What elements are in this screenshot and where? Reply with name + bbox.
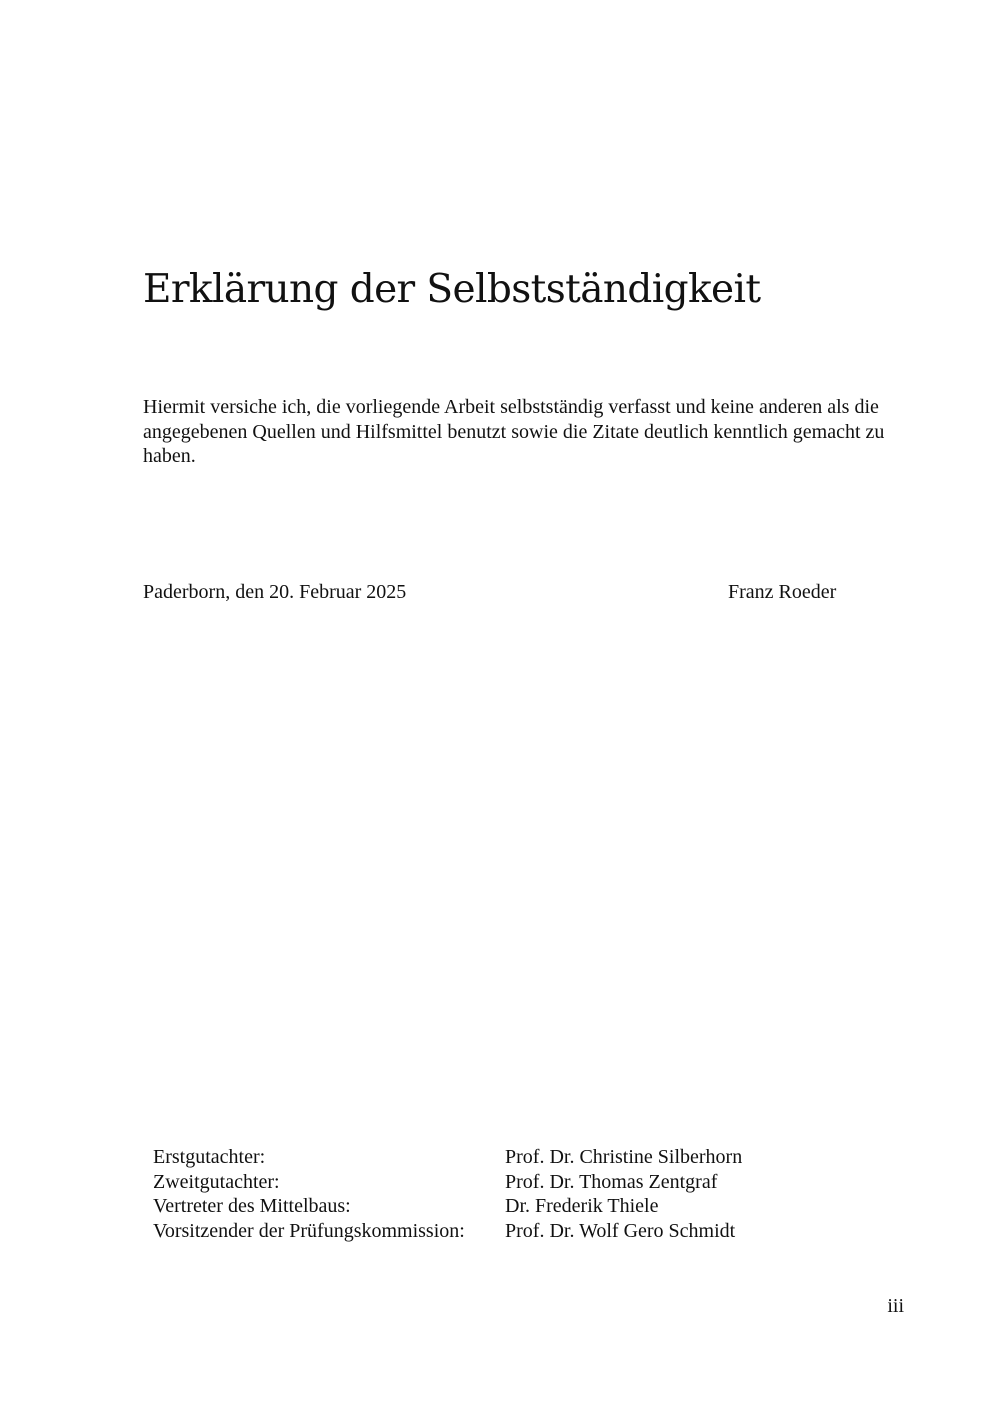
author-name: Franz Roeder bbox=[728, 581, 837, 603]
committee-member-name: Prof. Dr. Wolf Gero Schmidt bbox=[505, 1219, 736, 1242]
page-number: iii bbox=[887, 1295, 904, 1317]
committee-member-name: Dr. Frederik Thiele bbox=[505, 1195, 659, 1217]
committee-row bbox=[153, 1145, 742, 1170]
committee-row bbox=[153, 1194, 742, 1219]
examination-committee bbox=[153, 1145, 742, 1243]
committee-row bbox=[153, 1219, 742, 1244]
place-date: Paderborn, den 20. Februar 2025 bbox=[143, 581, 407, 603]
committee-role: Zweitgutachter: bbox=[153, 1170, 280, 1193]
page-title: Erklärung der Selbstständigkeit bbox=[143, 267, 761, 312]
committee-member-name: Prof. Dr. Thomas Zentgraf bbox=[505, 1170, 718, 1193]
committee-role: Vorsitzender der Prüfungskommission: bbox=[153, 1219, 465, 1242]
committee-member-name: Prof. Dr. Christine Silberhorn bbox=[505, 1146, 743, 1168]
committee-role: Erstgutachter: bbox=[153, 1146, 266, 1168]
committee-row bbox=[153, 1170, 742, 1195]
declaration-paragraph: Hiermit versiche ich, die vorliegende Arbeit selbstständig verfasst und keine anderen als die angegebenen Quellen und Hilfsmittel benutzt sowie die Zitate deutlich kenntlich gemacht zu haben. bbox=[143, 396, 885, 467]
committee-role: Vertreter des Mittelbaus: bbox=[153, 1195, 351, 1217]
